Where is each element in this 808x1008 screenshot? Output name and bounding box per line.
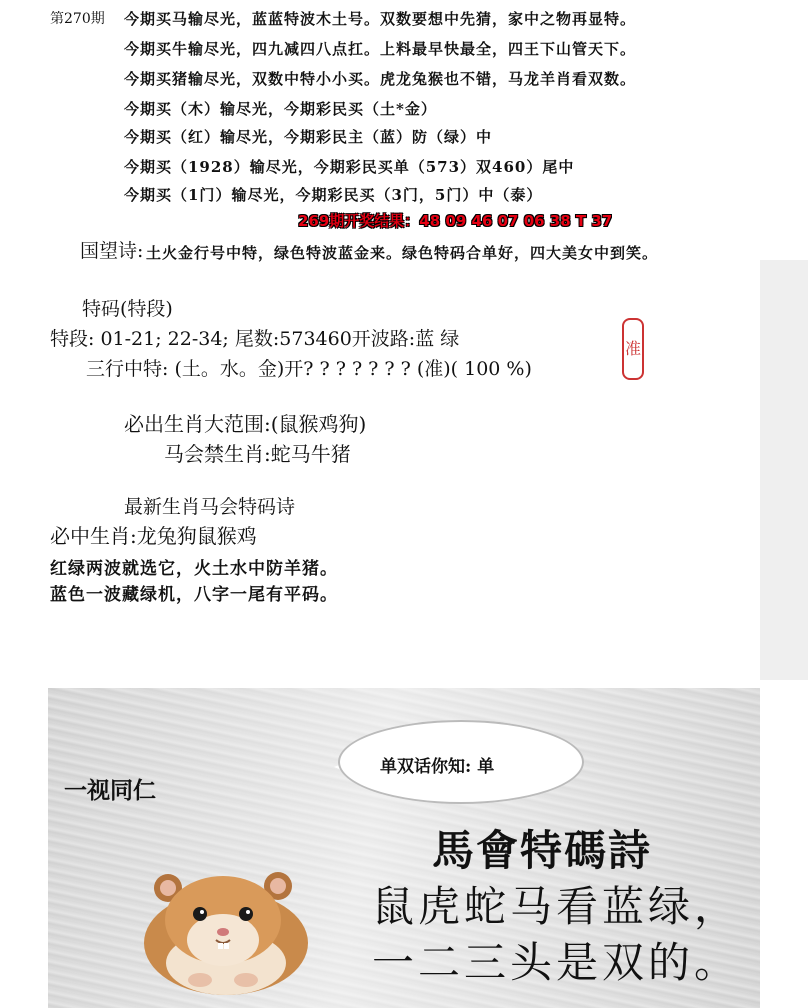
banner-left-text: 一视同仁 [64, 777, 156, 804]
poem-line-1: 红绿两波就选它，火土水中防羊猪。 [50, 559, 338, 579]
hamster-image [128, 848, 324, 998]
poem-line-2: 蓝色一波藏绿机，八字一尾有平码。 [50, 585, 338, 605]
header-line-6: 今期买（1928）输尽光，今期彩民买单（573）双460）尾中 [124, 158, 575, 176]
banner-verse-2: 一二三头是双的。 [372, 938, 741, 987]
guowang-label: 国望诗: [80, 240, 144, 262]
sanxing-line: 三行中特: (土。水。金)开? ? ? ? ? ? ? (准)( 100 %) [86, 358, 532, 380]
stamp-text: 准 [624, 339, 641, 358]
jin-shengxiao: 马会禁生肖:蛇马牛猪 [164, 442, 351, 466]
header-line-4: 今期买（木）输尽光，今期彩民买（土*金） [124, 100, 437, 118]
header-line-2: 今期买牛输尽光，四九减四八点扛。上料最早快最全，四王下山管天下。 [124, 40, 637, 58]
header-line-7: 今期买（1门）输尽光，今期彩民买（3门，5门）中（泰） [124, 186, 543, 204]
header-line-1: 今期买马输尽光，蓝蓝特波木土号。双数要想中先猜，家中之物再显特。 [124, 10, 637, 28]
guowang-text: 土火金行号中特，绿色特波蓝金来。绿色特码合单好，四大美女中到笑。 [146, 244, 659, 262]
bubble-text: 单双话你知: 单 [380, 757, 495, 777]
stamp-mark [622, 318, 644, 380]
tema-line: 特段: 01-21; 22-34; 尾数:573460开波路:蓝 绿 [50, 328, 460, 350]
draw-result: 269期开奖结果：48 09 46 07 06 38 T 37 [298, 212, 613, 230]
banner-title: 馬會特碼詩 [432, 826, 653, 875]
poem-heading: 最新生肖马会特码诗 [124, 496, 296, 518]
bizhong-shengxiao: 必中生肖:龙兔狗鼠猴鸡 [50, 524, 257, 548]
banner-verse-1: 鼠虎蛇马看蓝绿， [372, 882, 741, 931]
side-shade [760, 260, 808, 680]
tema-heading: 特码(特段) [82, 298, 173, 320]
header-line-5: 今期买（红）输尽光，今期彩民主（蓝）防（绿）中 [124, 128, 493, 146]
header-line-3: 今期买猪输尽光，双数中特小小买。虎龙兔猴也不错，马龙羊肖看双数。 [124, 70, 637, 88]
bichu-shengxiao: 必出生肖大范围:(鼠猴鸡狗) [124, 412, 367, 436]
issue-label: 第270期 [50, 11, 105, 27]
